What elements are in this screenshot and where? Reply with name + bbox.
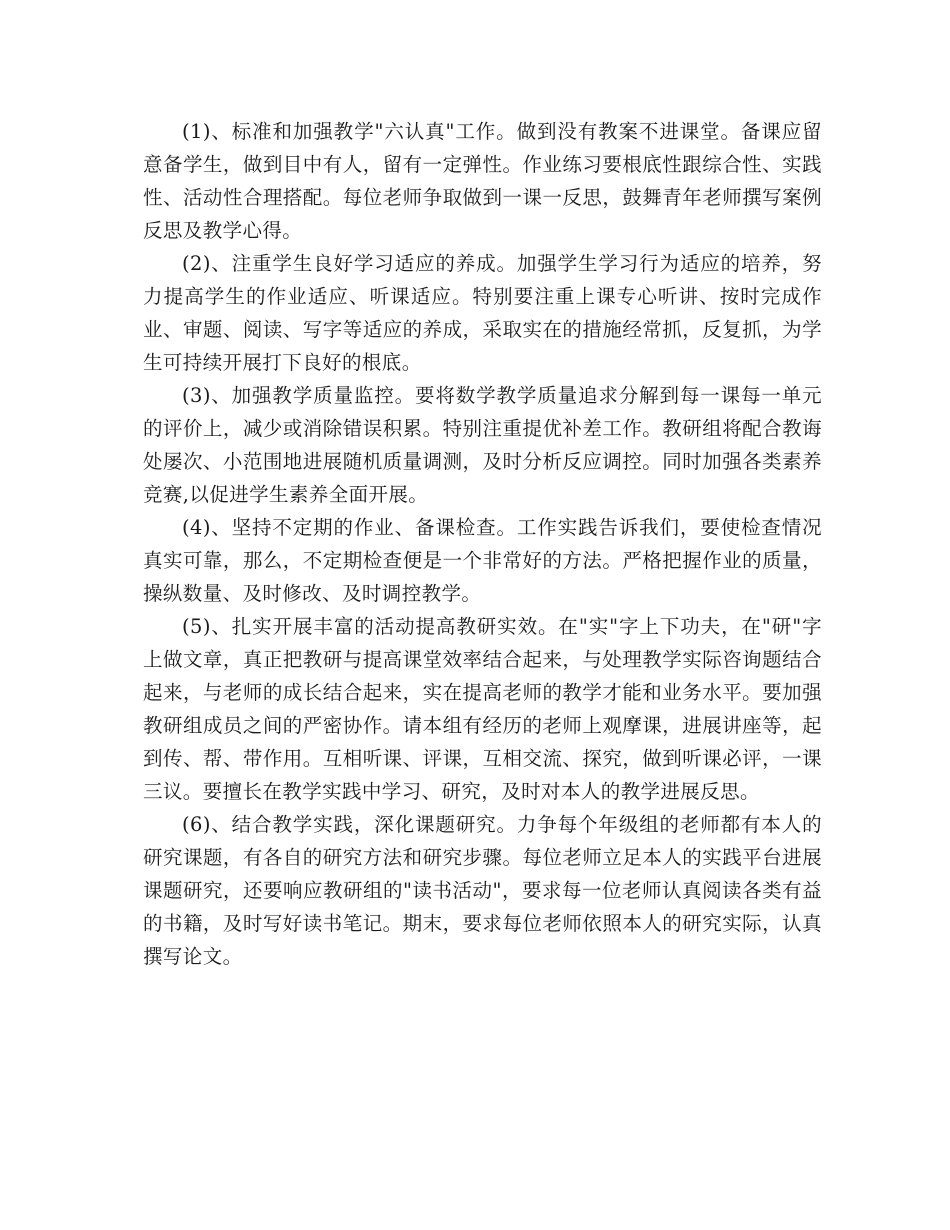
paragraph-3: (3)、加强教学质量监控。要将数学教学质量追求分解到每一课每一单元的评价上，减少或消除错误积累。特别注重提优补差工作。教研组将配合教诲处屡次、小范围地进展随机质量调测，及时分析反应调控。同时加强各类素养竞赛,以促进学生素养全面开展。	[143, 384, 822, 506]
paragraph-1: (1)、标准和加强教学"六认真"工作。做到没有教案不进课堂。备课应留意备学生，做到目中有人，留有一定弹性。作业练习要根底性跟综合性、实践性、活动性合理搭配。每位老师争取做到一课一反思，鼓舞青年老师撰写案例反思及教学心得。	[143, 120, 822, 242]
paragraph-2: (2)、注重学生良好学习适应的养成。加强学生学习行为适应的培养，努力提高学生的作业适应、听课适应。特别要注重上课专心听讲、按时完成作业、审题、阅读、写字等适应的养成，采取实在的措施经常抓，反复抓，为学生可持续开展打下良好的根底。	[143, 252, 822, 374]
paragraph-5: (5)、扎实开展丰富的活动提高教研实效。在"实"字上下功夫，在"研"字上做文章，真正把教研与提高课堂效率结合起来，与处理教学实际咨询题结合起来，与老师的成长结合起来，实在提高老师的教学才能和业务水平。要加强教研组成员之间的严密协作。请本组有经历的老师上观摩课，进展讲座等，起到传、帮、带作用。互相听课、评课，互相交流、探究，做到听课必评，一课三议。要擅长在教学实践中学习、研究，及时对本人的教学进展反思。	[143, 615, 822, 803]
paragraph-6: (6)、结合教学实践，深化课题研究。力争每个年级组的老师都有本人的研究课题，有各自的研究方法和研究步骤。每位老师立足本人的实践平台进展课题研究，还要响应教研组的"读书活动"，要求每一位老师认真阅读各类有益的书籍，及时写好读书笔记。期末，要求每位老师依照本人的研究实际，认真撰写论文。	[143, 813, 822, 968]
paragraph-4: (4)、坚持不定期的作业、备课检查。工作实践告诉我们，要使检查情况真实可靠，那么，不定期检查便是一个非常好的方法。严格把握作业的质量，操纵数量、及时修改、及时调控教学。	[143, 516, 822, 605]
